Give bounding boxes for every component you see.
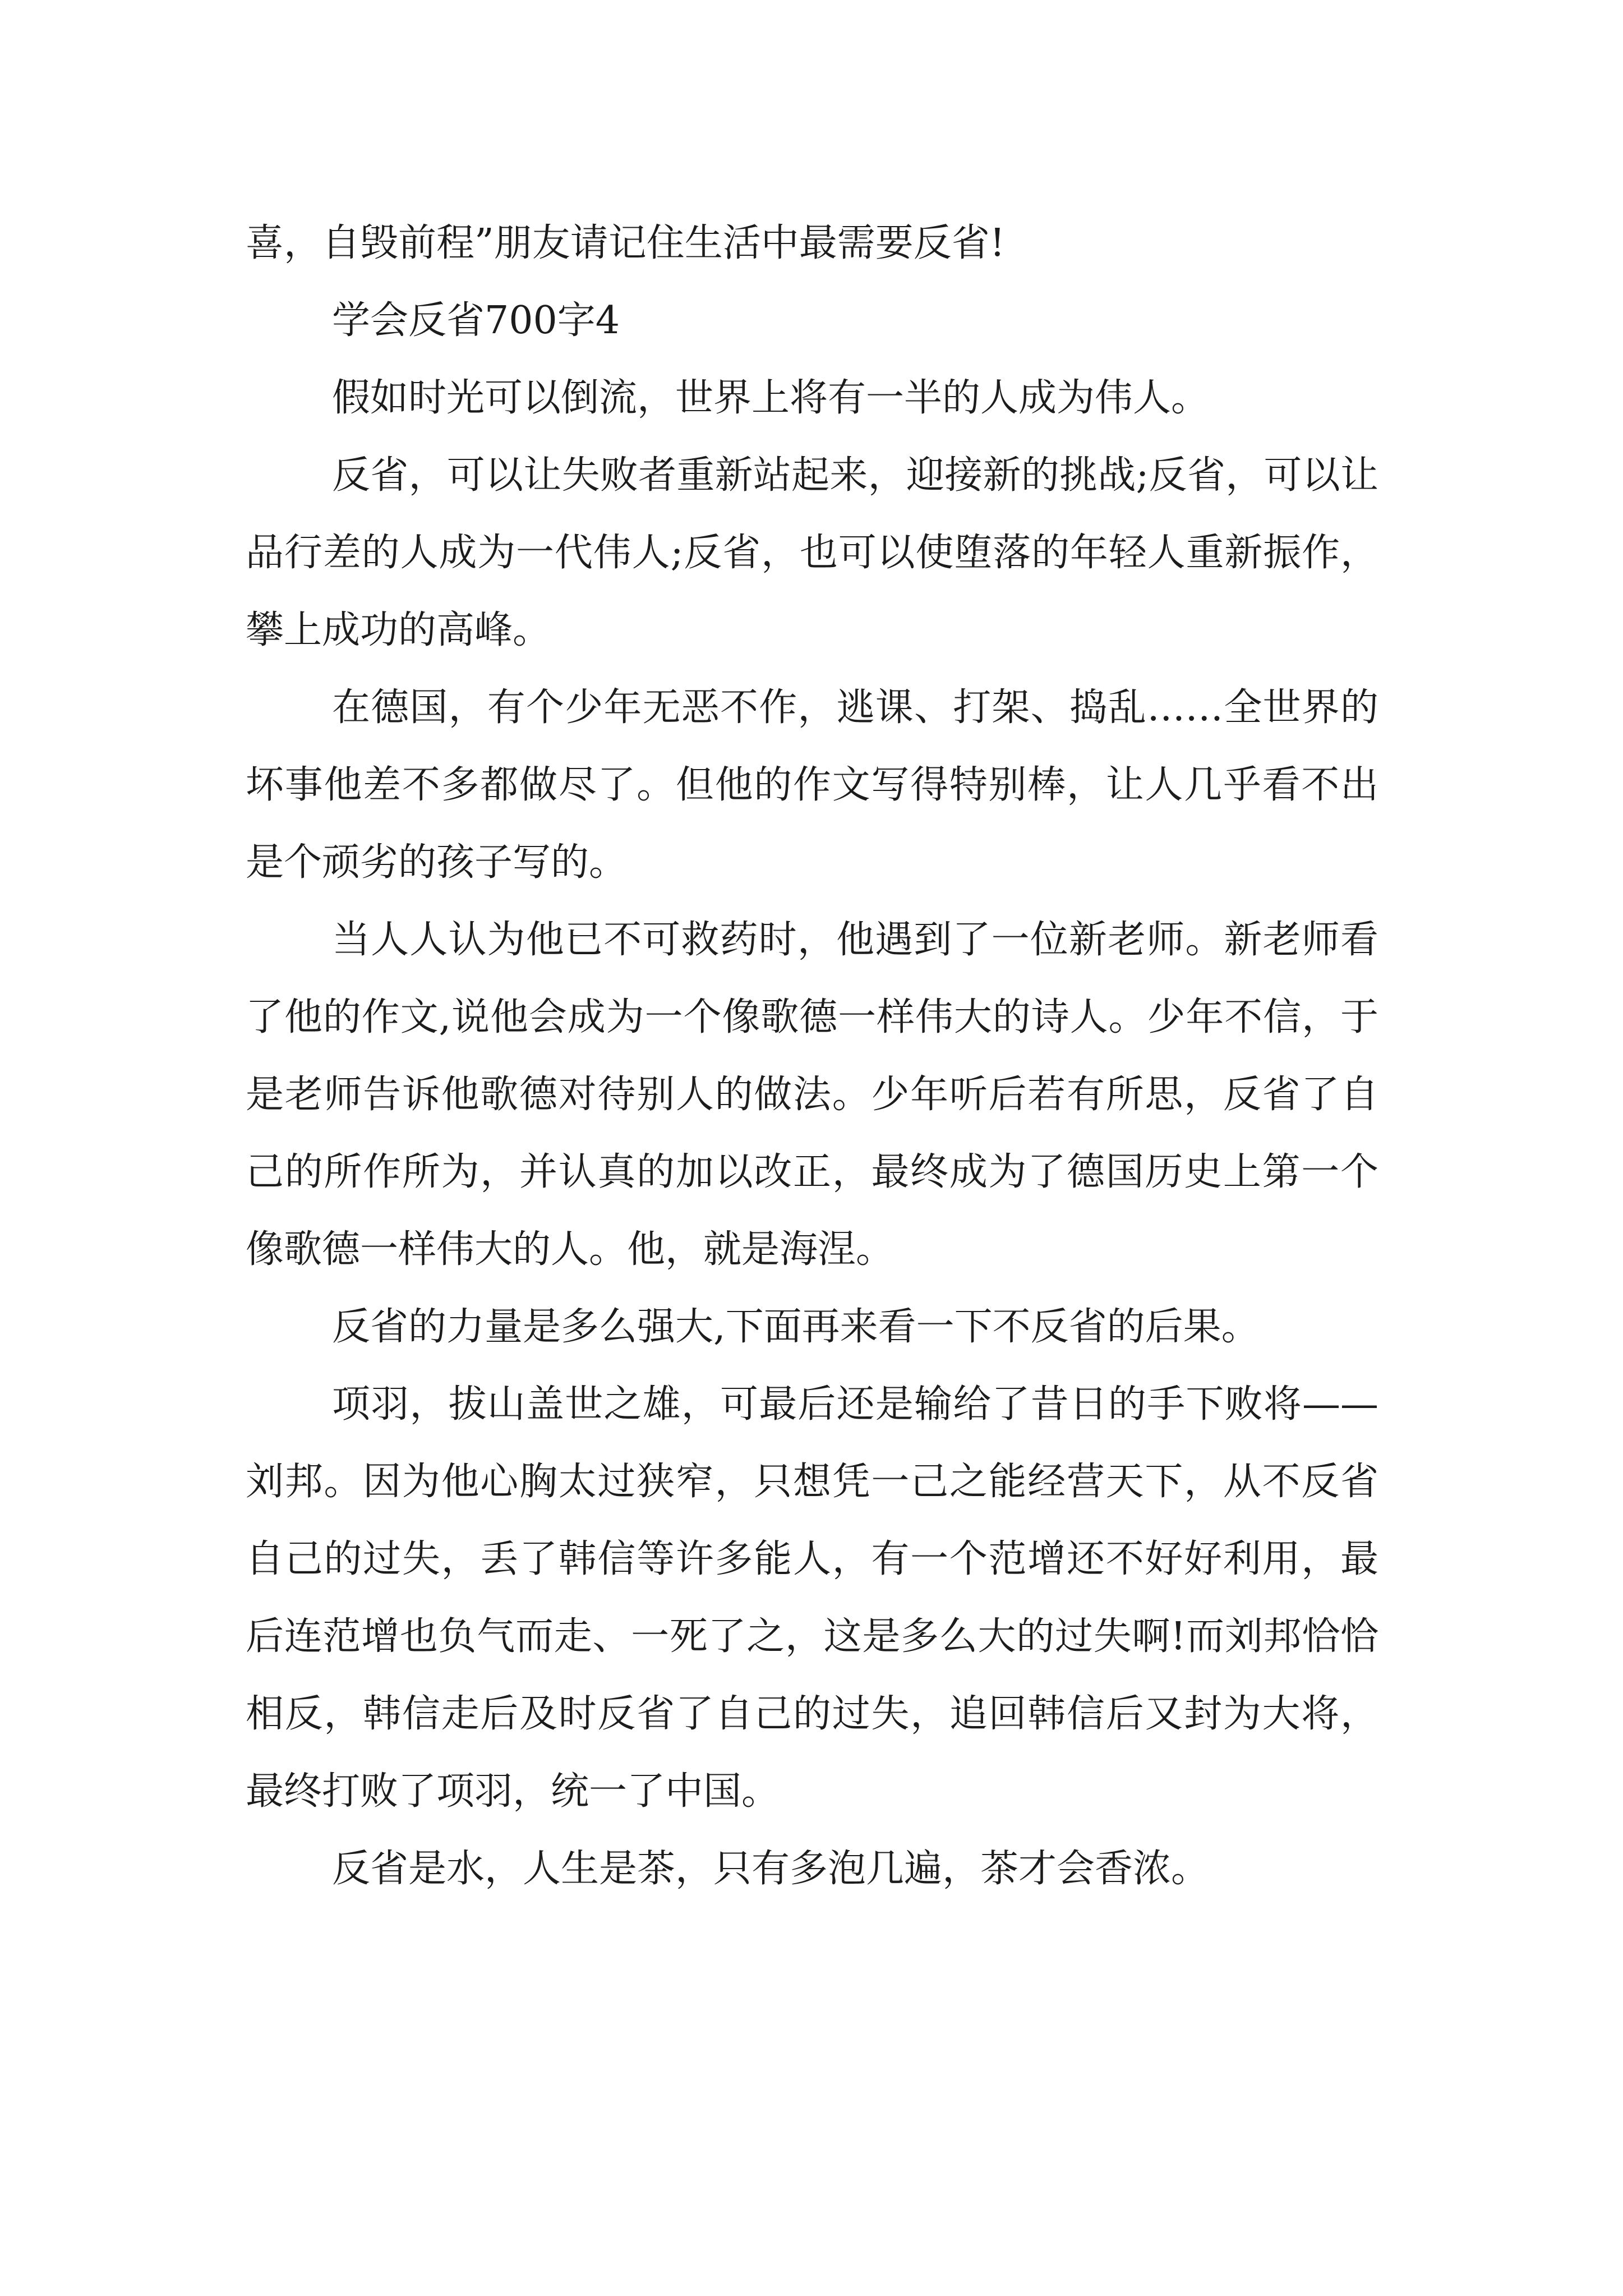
paragraph: 项羽，拔山盖世之雄，可最后还是输给了昔日的手下败将——刘邦。因为他心胸太过狭窄，只想凭一己之能经营天下，从不反省自己的过失，丢了韩信等许多能人，有一个范增还不好好利用，最后连范增也负气而走、一死了之，这是多么大的过失啊!而刘邦恰恰相反，韩信走后及时反省了自己的过失，追回韩信后又封为大将，最终打败了项羽，统一了中国。 (246, 1382, 1378, 1814)
document-body (246, 205, 1378, 1908)
paragraph: 反省是水，人生是茶，只有多泡几遍，茶才会香浓。 (332, 1847, 1210, 1891)
paragraph: 反省的力量是多么强大,下面再来看一下不反省的后果。 (332, 1305, 1260, 1349)
section-heading: 学会反省700字4 (332, 298, 620, 343)
paragraph: 当人人认为他已不可救药时，他遇到了一位新老师。新老师看了他的作文,说他会成为一个像歌德一样伟大的诗人。少年不信，于是老师告诉他歌德对待别人的做法。少年听后若有所思，反省了自己的所作所为，并认真的加以改正，最终成为了德国历史上第一个像歌德一样伟大的人。他，就是海涅。 (246, 918, 1378, 1272)
paragraph: 在德国，有个少年无恶不作，逃课、打架、捣乱……全世界的坏事他差不多都做尽了。但他的作文写得特别棒，让人几乎看不出是个顽劣的孩子写的。 (246, 685, 1378, 885)
paragraph-continuation: 喜，自毁前程”朋友请记住生活中最需要反省! (246, 221, 1006, 265)
paragraph: 假如时光可以倒流，世界上将有一半的人成为伟人。 (332, 376, 1210, 420)
paragraph: 反省，可以让失败者重新站起来，迎接新的挑战;反省，可以让品行差的人成为一代伟人;反省，也可以使堕落的年轻人重新振作，攀上成功的高峰。 (246, 453, 1378, 652)
